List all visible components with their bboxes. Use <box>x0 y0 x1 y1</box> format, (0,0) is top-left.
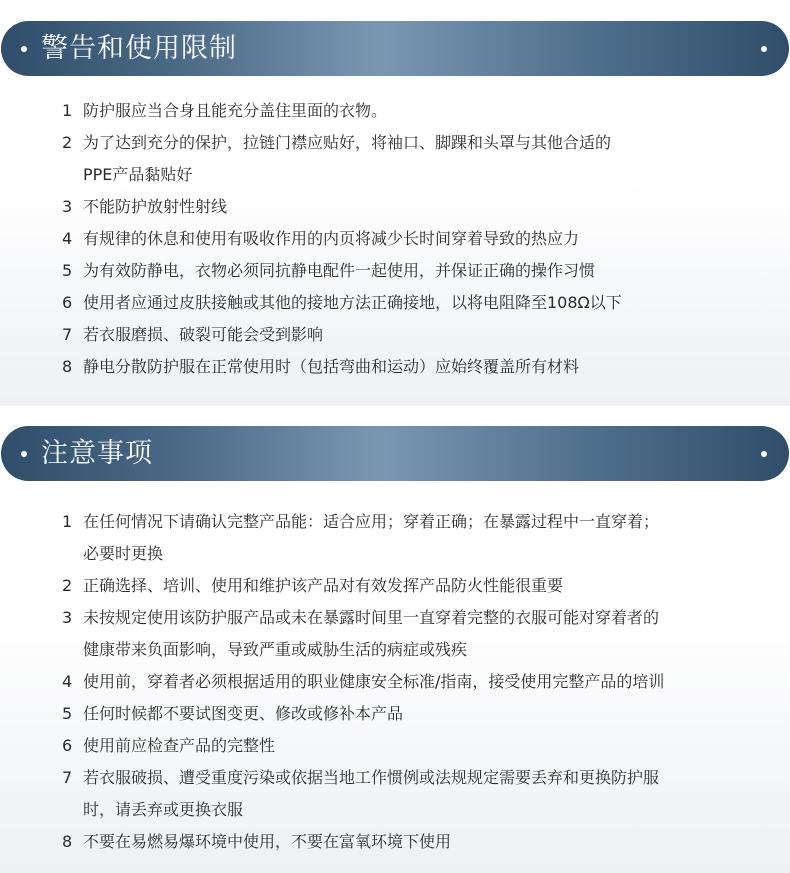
list-item <box>0 570 790 602</box>
item-text: 为了达到充分的保护，拉链门襟应贴好，将袖口、脚踝和头罩与其他合适的 <box>83 133 612 152</box>
item-number: 2 <box>62 133 73 152</box>
list-item <box>0 95 790 127</box>
item-text: 若衣服破损、遭受重度污染或依据当地工作惯例或法规规定需要丢弃和更换防护服 <box>83 768 660 787</box>
item-text: 使用前，穿着者必须根据适用的职业健康安全标准/指南，接受使用完整产品的培训 <box>83 672 665 691</box>
item-number: 6 <box>62 736 73 755</box>
item-number: 7 <box>62 768 73 787</box>
list-item <box>0 127 790 191</box>
item-text: 不能防护放射性射线 <box>83 197 228 216</box>
bullet-dot-icon <box>21 451 27 457</box>
notes-section <box>0 406 790 873</box>
warnings-banner <box>1 21 789 76</box>
list-item <box>0 506 790 570</box>
item-number: 5 <box>62 261 73 280</box>
item-number: 6 <box>62 293 73 312</box>
item-text: 健康带来负面影响，导致严重或威胁生活的病症或残疾 <box>83 640 468 659</box>
item-number: 8 <box>62 832 73 851</box>
item-number: 1 <box>62 512 73 531</box>
item-number: 1 <box>62 101 73 120</box>
item-number: 7 <box>62 325 73 344</box>
item-number: 4 <box>62 672 73 691</box>
item-number: 8 <box>62 357 73 376</box>
item-text: 使用者应通过皮肤接触或其他的接地方法正确接地，以将电阻降至108Ω以下 <box>83 293 622 312</box>
item-number: 3 <box>62 197 73 216</box>
item-number: 5 <box>62 704 73 723</box>
item-text: 正确选择、培训、使用和维护该产品对有效发挥产品防火性能很重要 <box>83 576 564 595</box>
list-item <box>0 826 790 858</box>
item-text: 必要时更换 <box>83 544 164 563</box>
notes-list <box>0 506 790 858</box>
item-text: 使用前应检查产品的完整性 <box>83 736 276 755</box>
item-text: 防护服应当合身且能充分盖住里面的衣物。 <box>83 101 388 120</box>
list-item <box>0 730 790 762</box>
item-number: 2 <box>62 576 73 595</box>
warnings-list <box>0 95 790 383</box>
item-text: 静电分散防护服在正常使用时（包括弯曲和运动）应始终覆盖所有材料 <box>83 357 580 376</box>
list-item <box>0 351 790 383</box>
bullet-dot-icon <box>21 46 27 52</box>
item-text: 时，请丢弃或更换衣服 <box>83 800 244 819</box>
item-text: 在任何情况下请确认完整产品能：适合应用；穿着正确；在暴露过程中一直穿着； <box>83 512 660 531</box>
bullet-dot-icon <box>761 46 767 52</box>
notes-banner <box>1 426 789 481</box>
warnings-section <box>0 0 790 406</box>
item-text: 不要在易燃易爆环境中使用，不要在富氧环境下使用 <box>83 832 452 851</box>
item-text: 任何时候都不要试图变更、修改或修补本产品 <box>83 704 404 723</box>
list-item <box>0 762 790 826</box>
item-number: 4 <box>62 229 73 248</box>
item-number: 3 <box>62 608 73 627</box>
item-text: 有规律的休息和使用有吸收作用的内页将减少长时间穿着导致的热应力 <box>83 229 580 248</box>
list-item <box>0 319 790 351</box>
item-text: 若衣服磨损、破裂可能会受到影响 <box>83 325 324 344</box>
list-item <box>0 287 790 319</box>
notes-title: 注意事项 <box>41 438 153 469</box>
bullet-dot-icon <box>761 451 767 457</box>
item-text: 未按规定使用该防护服产品或未在暴露时间里一直穿着完整的衣服可能对穿着者的 <box>83 608 660 627</box>
warnings-title: 警告和使用限制 <box>41 33 237 64</box>
list-item <box>0 255 790 287</box>
item-text: 为有效防静电，衣物必须同抗静电配件一起使用，并保证正确的操作习惯 <box>83 261 596 280</box>
list-item <box>0 666 790 698</box>
list-item <box>0 602 790 666</box>
list-item <box>0 698 790 730</box>
list-item <box>0 223 790 255</box>
item-text: PPE产品黏贴好 <box>83 165 193 184</box>
list-item <box>0 191 790 223</box>
